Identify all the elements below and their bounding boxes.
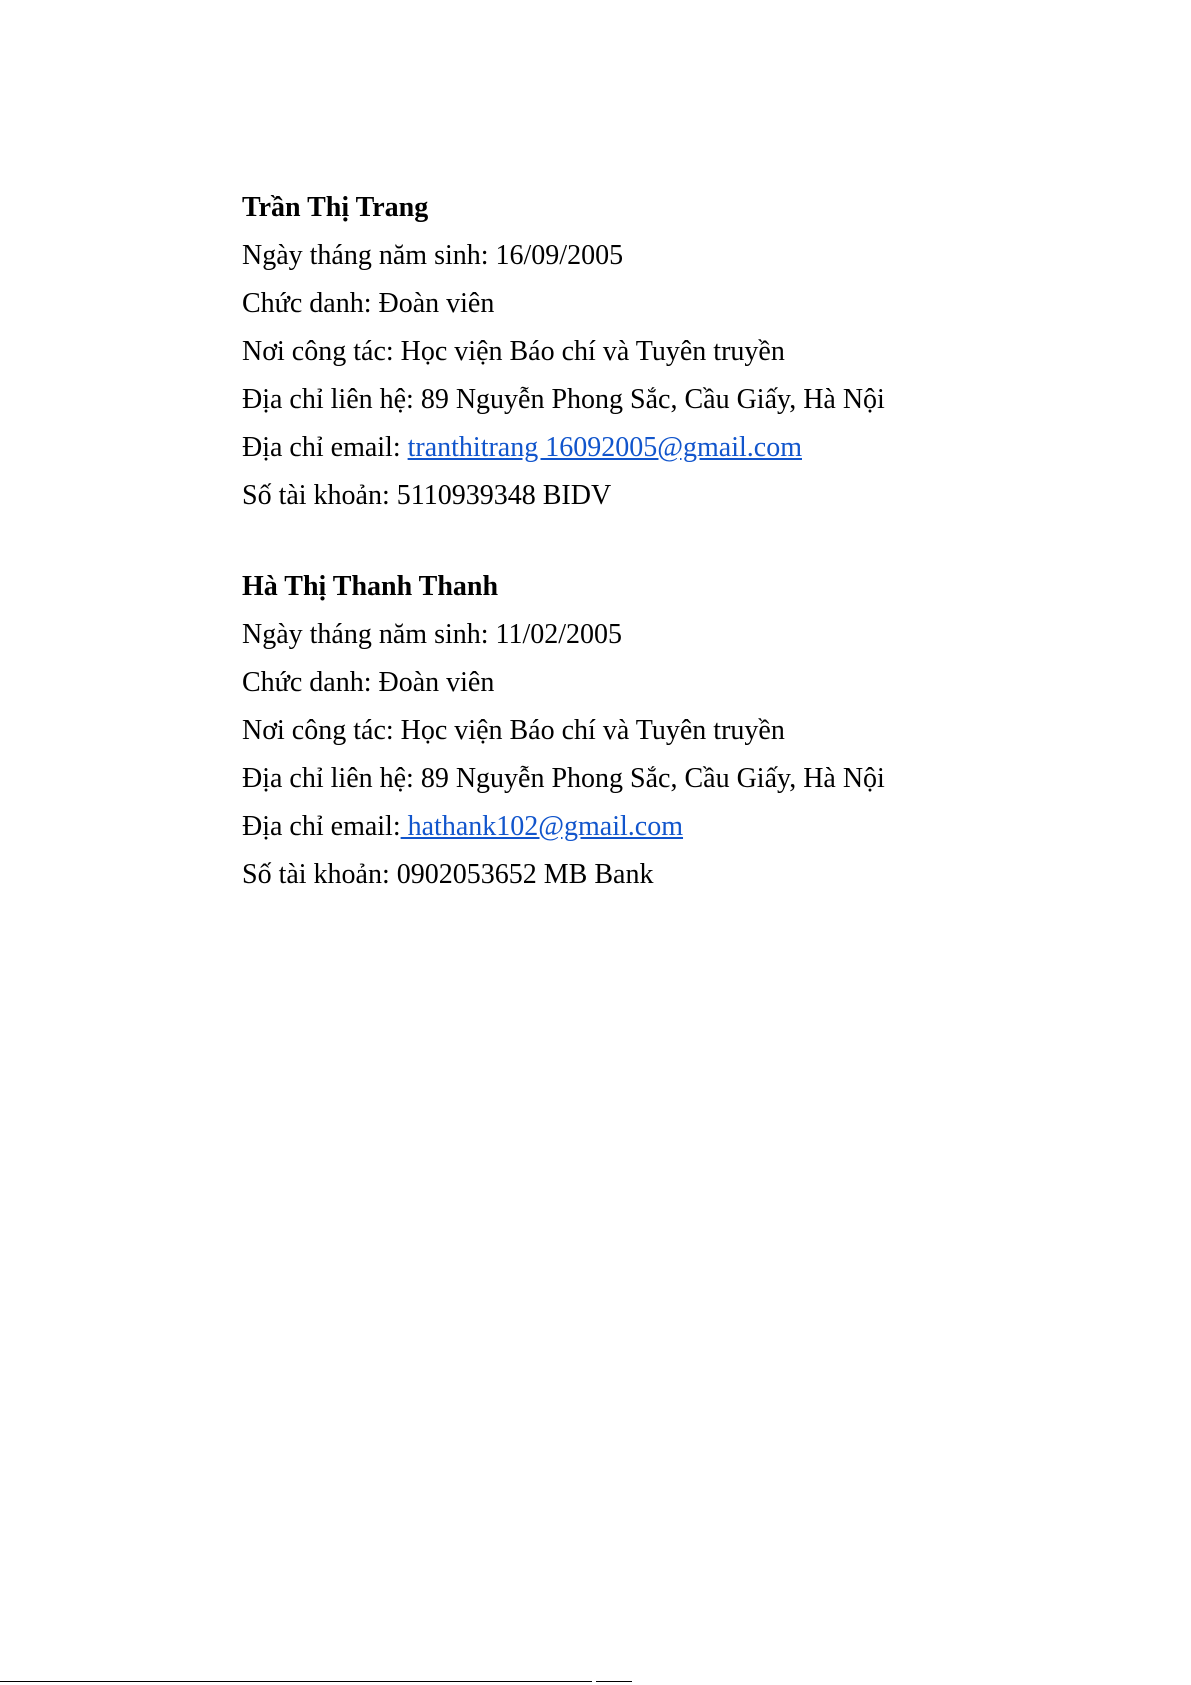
email-link[interactable]: hathank102@gmail.com [400, 811, 684, 842]
person-entry-ha-thi-thanh-thanh [242, 563, 1142, 899]
email-link[interactable]: tranthitrang 16092005@gmail.com [407, 432, 802, 463]
email-label: Địa chỉ email: [242, 811, 401, 842]
job-title: Chức danh: Đoàn viên [242, 667, 495, 698]
page-bottom-rule-segment [596, 1681, 632, 1682]
email-line [242, 424, 1142, 472]
date-of-birth: Ngày tháng năm sinh: 16/09/2005 [242, 240, 624, 271]
contact-address: Địa chỉ liên hệ: 89 Nguyễn Phong Sắc, Cầu Giấy, Hà Nội [242, 384, 885, 415]
bank-account: Số tài khoản: 5110939348 BIDV [242, 480, 612, 511]
workplace: Nơi công tác: Học viện Báo chí và Tuyên truyền [242, 715, 785, 746]
person-name: Hà Thị Thanh Thanh [242, 571, 499, 602]
email-line [242, 803, 1142, 851]
date-of-birth: Ngày tháng năm sinh: 11/02/2005 [242, 619, 623, 650]
document-body [242, 184, 1142, 899]
workplace: Nơi công tác: Học viện Báo chí và Tuyên truyền [242, 336, 785, 367]
email-label: Địa chỉ email: [242, 432, 408, 463]
person-name: Trần Thị Trang [242, 192, 429, 223]
bank-account: Số tài khoản: 0902053652 MB Bank [242, 859, 654, 890]
contact-address: Địa chỉ liên hệ: 89 Nguyễn Phong Sắc, Cầu Giấy, Hà Nội [242, 763, 885, 794]
person-entry-tran-thi-trang [242, 184, 1142, 520]
job-title: Chức danh: Đoàn viên [242, 288, 495, 319]
page-bottom-rule [0, 1681, 592, 1682]
